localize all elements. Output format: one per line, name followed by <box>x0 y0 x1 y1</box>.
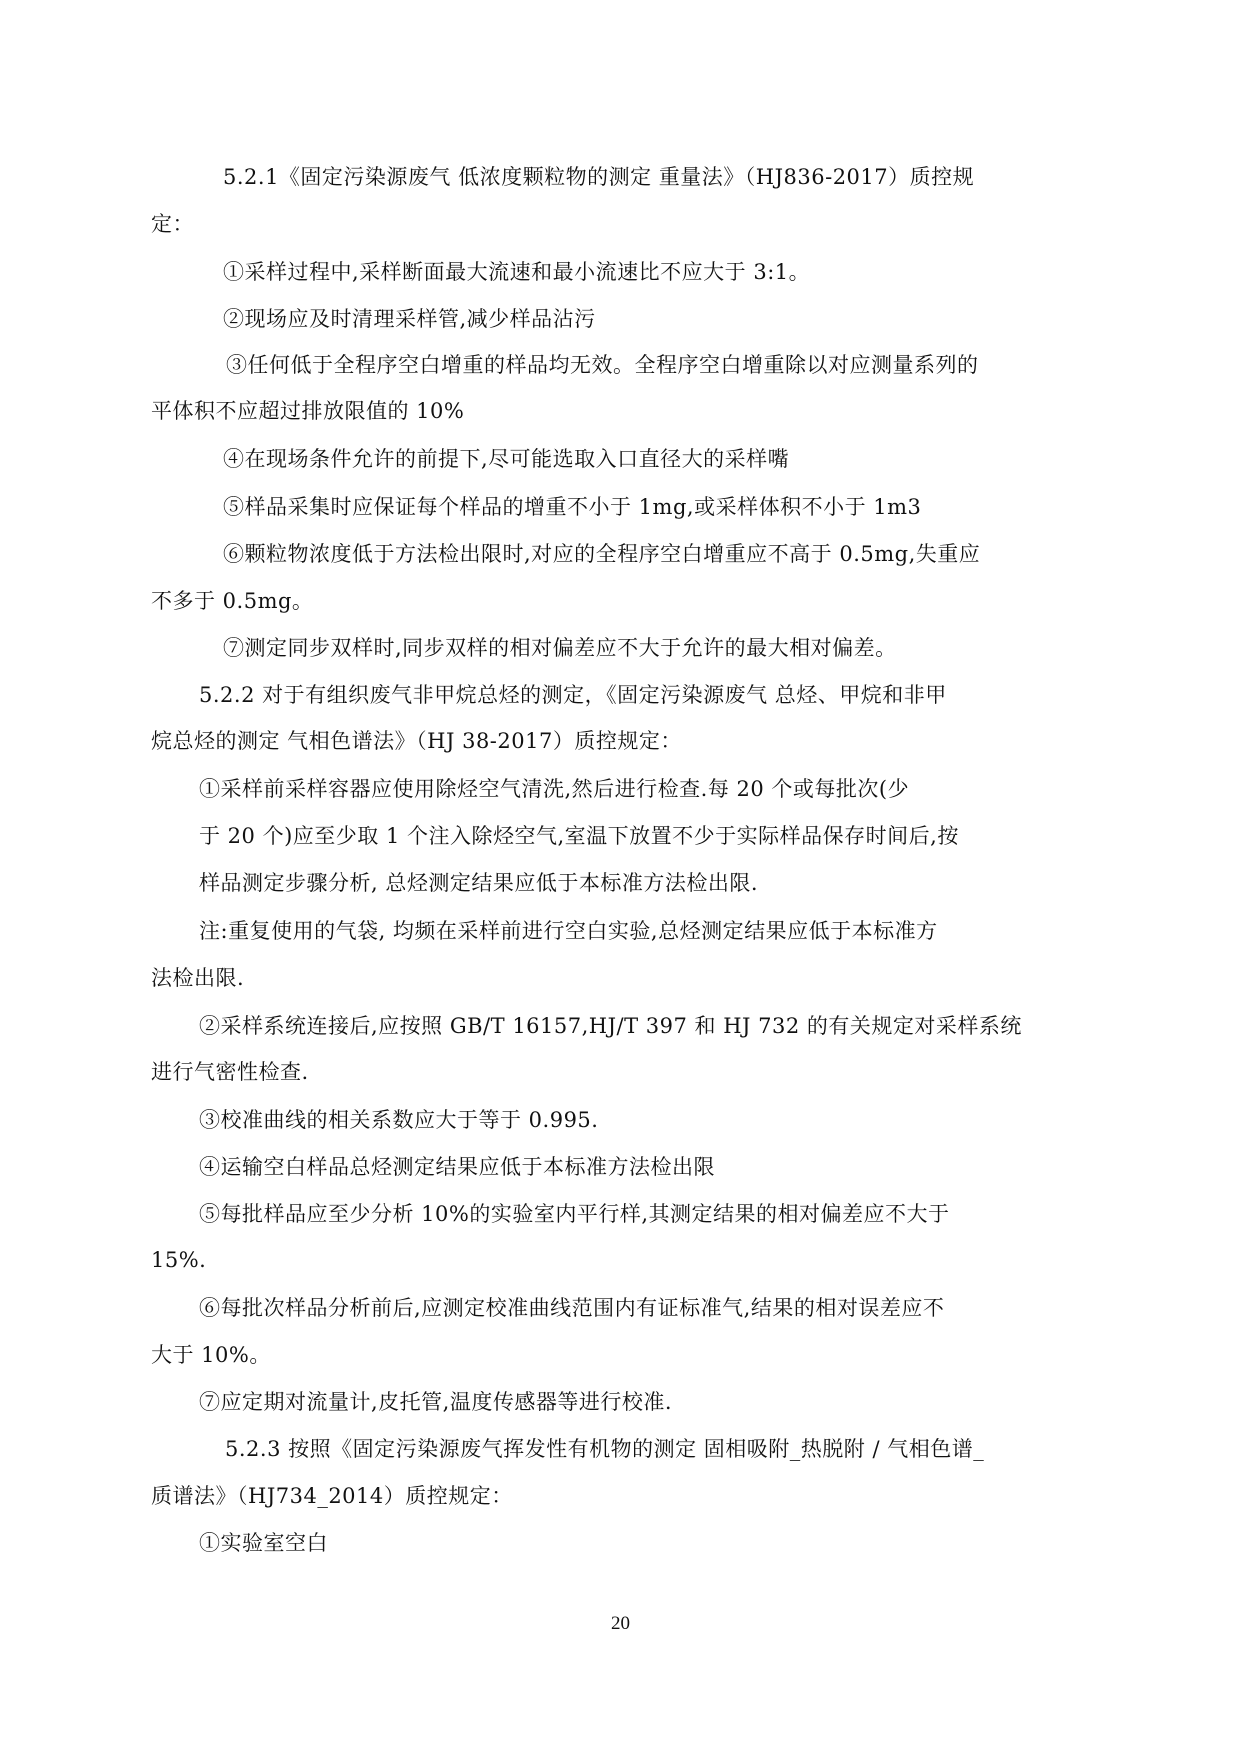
text-line: 烷总烃的测定 气相色谱法》（HJ 38-2017）质控规定： <box>151 729 682 753</box>
text-line: 15%. <box>151 1248 207 1272</box>
page-number: 20 <box>611 1613 630 1634</box>
text-line: 样品测定步骤分析, 总烃测定结果应低于本标准方法检出限. <box>199 871 759 895</box>
text-line: ⑥颗粒物浓度低于方法检出限时,对应的全程序空白增重应不高于 0.5mg,失重应 <box>223 542 981 566</box>
text-line: 于 20 个)应至少取 1 个注入除烃空气,室温下放置不少于实际样品保存时间后,按 <box>199 824 959 848</box>
text-line: 5.2.3 按照《固定污染源废气挥发性有机物的测定 固相吸附_热脱附 / 气相色谱_ <box>225 1437 985 1461</box>
text-line: ②采样系统连接后,应按照 GB/T 16157,HJ/T 397 和 HJ 732 的有关规定对采样系统 <box>199 1014 1022 1038</box>
text-line: ⑦应定期对流量计,皮托管,温度传感器等进行校准. <box>199 1390 673 1414</box>
text-line: 定： <box>151 212 194 236</box>
text-line: 进行气密性检查. <box>151 1060 309 1084</box>
text-line: 5.2.1《固定污染源废气 低浓度颗粒物的测定 重量法》（HJ836-2017）质控规 <box>223 165 975 189</box>
text-line: 质谱法》（HJ734_2014）质控规定： <box>151 1484 513 1508</box>
text-line: 5.2.2 对于有组织废气非甲烷总烃的测定，《固定污染源废气 总烃、甲烷和非甲 <box>199 683 947 707</box>
text-line: ④在现场条件允许的前提下,尽可能选取入口直径大的采样嘴 <box>223 447 790 471</box>
text-line: 注:重复使用的气袋, 均频在采样前进行空白实验,总烃测定结果应低于本标准方 <box>199 919 938 943</box>
text-line: 大于 10%。 <box>151 1343 271 1367</box>
text-line: ③任何低于全程序空白增重的样品均无效。全程序空白增重除以对应测量系列的 <box>226 353 979 377</box>
text-line: ②现场应及时清理采样管,减少样品沾污 <box>223 307 596 331</box>
text-line: ⑥每批次样品分析前后,应测定校准曲线范围内有证标准气,结果的相对误差应不 <box>199 1296 945 1320</box>
text-line: 不多于 0.5mg。 <box>151 589 314 613</box>
text-line: 法检出限. <box>151 966 245 990</box>
text-line: 平体积不应超过排放限值的 10% <box>151 399 465 423</box>
text-line: ⑤样品采集时应保证每个样品的增重不小于 1mg,或采样体积不小于 1m3 <box>223 495 922 519</box>
text-line: ①采样前采样容器应使用除烃空气清洗,然后进行检查.每 20 个或每批次(少 <box>199 777 910 801</box>
text-line: ④运输空白样品总烃测定结果应低于本标准方法检出限 <box>199 1155 715 1179</box>
text-line: ③校准曲线的相关系数应大于等于 0.995. <box>199 1108 599 1132</box>
text-line: ⑤每批样品应至少分析 10%的实验室内平行样,其测定结果的相对偏差应不大于 <box>199 1202 950 1226</box>
text-line: ⑦测定同步双样时,同步双样的相对偏差应不大于允许的最大相对偏差。 <box>223 636 897 660</box>
text-line: ①实验室空白 <box>199 1531 328 1555</box>
text-line: ①采样过程中,采样断面最大流速和最小流速比不应大于 3:1。 <box>223 260 811 284</box>
